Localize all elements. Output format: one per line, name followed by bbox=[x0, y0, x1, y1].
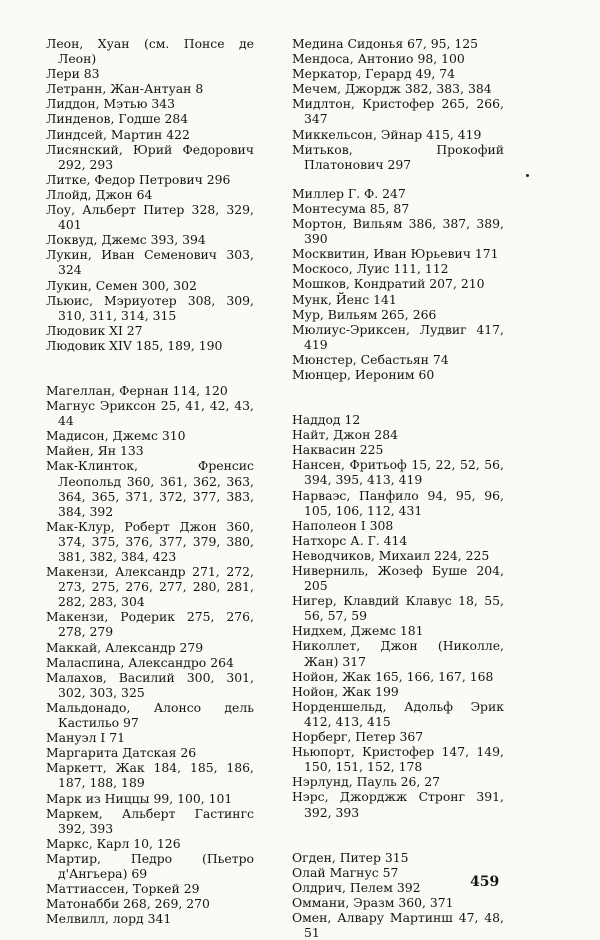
index-entry: Нидхем, Джемс 181 bbox=[292, 623, 424, 639]
index-column-right bbox=[292, 36, 504, 940]
index-entry: Лоу, Альберт Питер 328, 329, 401 bbox=[46, 202, 254, 233]
index-entry: Наквасин 225 bbox=[292, 442, 384, 458]
index-entry: Майен, Ян 133 bbox=[46, 443, 144, 459]
index-entry: Нарваэс, Панфило 94, 95, 96, 105, 106, 112, 431 bbox=[292, 487, 504, 518]
index-entry: Макензи, Родерик 275, 276, 278, 279 bbox=[46, 609, 254, 640]
index-entry: Людовик XIV 185, 189, 190 bbox=[46, 337, 223, 353]
index-entry: Летранн, Жан-Антуан 8 bbox=[46, 81, 204, 97]
index-entry: Наддод 12 bbox=[292, 412, 361, 428]
index-entry: Матонабби 268, 269, 270 bbox=[46, 896, 210, 912]
index-entry: Медина Сидонья 67, 95, 125 bbox=[292, 36, 479, 51]
index-entry: Натхорс А. Г. 414 bbox=[292, 532, 408, 548]
index-entry: Нэрлунд, Пауль 26, 27 bbox=[292, 774, 441, 790]
index-entry: Леон, Хуан (см. Понсе де Леон) bbox=[46, 36, 254, 67]
index-entry: Маркс, Карл 10, 126 bbox=[46, 835, 181, 851]
index-entry: Оммани, Эразм 360, 371 bbox=[292, 894, 454, 910]
index-entry: Ллойд, Джон 64 bbox=[46, 186, 153, 202]
index-entry: Миккельсон, Эйнар 415, 419 bbox=[292, 126, 482, 142]
index-entry: Омен, Алвару Мартинш 47, 48, 51 bbox=[292, 909, 504, 940]
index-entry: Мендоса, Антонио 98, 100 bbox=[292, 51, 465, 67]
index-entry: Литке, Федор Петрович 296 bbox=[46, 171, 231, 187]
index-entry: Маркетт, Жак 184, 185, 186, 187, 188, 189 bbox=[46, 760, 254, 791]
index-entry: Мечем, Джордж 382, 383, 384 bbox=[292, 81, 492, 97]
index-entry: Мануэл I 71 bbox=[46, 730, 125, 746]
index-entry: Ниверниль, Жозеф Буше 204, 205 bbox=[292, 563, 504, 594]
index-entry: Маккай, Александр 279 bbox=[46, 639, 204, 655]
index-entry: Мортон, Вильям 386, 387, 389, 390 bbox=[292, 216, 504, 247]
index-entry: Наполеон I 308 bbox=[292, 517, 394, 533]
index-entry: Малахов, Василий 300, 301, 302, 303, 325 bbox=[46, 669, 254, 700]
index-entry: Мошков, Кондратий 207, 210 bbox=[292, 276, 485, 292]
index-entry: Лери 83 bbox=[46, 66, 100, 82]
index-entry: Найт, Джон 284 bbox=[292, 427, 398, 443]
index-entry: Линденов, Годше 284 bbox=[46, 111, 189, 127]
index-entry: Марк из Ниццы 99, 100, 101 bbox=[46, 790, 233, 806]
index-entry: Мальдонадо, Алонсо дель Кастильо 97 bbox=[46, 699, 254, 731]
index-entry: Локвуд, Джемс 393, 394 bbox=[46, 232, 206, 248]
index-entry: Льюис, Мэриуотер 308, 309, 310, 311, 314, 315 bbox=[46, 292, 254, 323]
index-entry: Макензи, Александр 271, 272, 273, 275, 276, 277, 280, 281, 282, 283, 304 bbox=[46, 564, 254, 610]
index-entry: Мадисон, Джемс 310 bbox=[46, 428, 186, 444]
index-entry: Норберг, Петер 367 bbox=[292, 729, 424, 745]
index-entry: Норденшельд, Адольф Эрик 412, 413, 415 bbox=[292, 698, 504, 729]
index-entry: Лукин, Иван Семенович 303, 324 bbox=[46, 247, 254, 278]
index-entry: Мюнстер, Себастьян 74 bbox=[292, 351, 449, 367]
index-entry: Мелвилл, лорд 341 bbox=[46, 911, 172, 927]
index-entry: Лисянский, Юрий Федорович 292, 293 bbox=[46, 141, 254, 172]
index-entry: Мак-Клинток, Френсис Леопольд 360, 361, 362, 363, 364, 365, 371, 372, 377, 383, 384, 392 bbox=[46, 458, 254, 519]
index-entry: Ньюпорт, Кристофер 147, 149, 150, 151, 152, 178 bbox=[292, 744, 504, 775]
index-entry: Миллер Г. Ф. 247 bbox=[292, 185, 406, 201]
index-entry: Лукин, Семен 300, 302 bbox=[46, 277, 197, 293]
index-entry: Магеллан, Фернан 114, 120 bbox=[46, 382, 228, 398]
index-entry: Мак-Клур, Роберт Джон 360, 374, 375, 376, 377, 379, 380, 381, 382, 384, 423 bbox=[46, 518, 254, 564]
index-entry: Людовик XI 27 bbox=[46, 322, 143, 338]
index-entry: Магнус Эриксон 25, 41, 42, 43, 44 bbox=[46, 398, 254, 429]
index-entry: Мидлтон, Кристофер 265, 266, 347 bbox=[292, 96, 504, 127]
index-entry: Митьков, Прокофий Платонович 297 bbox=[292, 141, 504, 172]
index-entry: Маргарита Датская 26 bbox=[46, 745, 197, 761]
index-column-left bbox=[46, 36, 254, 926]
index-entry: Нигер, Клавдий Клавус 18, 55, 56, 57, 59 bbox=[292, 593, 504, 624]
index-entry: Нэрс, Джорджж Стронг 391, 392, 393 bbox=[292, 789, 504, 820]
index-entry: Олдрич, Пелем 392 bbox=[292, 879, 421, 895]
index-entry: Нойон, Жак 165, 166, 167, 168 bbox=[292, 668, 494, 684]
index-entry: Нойон, Жак 199 bbox=[292, 683, 399, 699]
index-entry: Монтесума 85, 87 bbox=[292, 200, 410, 216]
index-entry: Мунк, Йенс 141 bbox=[292, 291, 397, 307]
page-number: 459 bbox=[470, 874, 500, 890]
index-entry: Мартир, Педро (Пьетро д'Ангьера) 69 bbox=[46, 850, 254, 881]
index-entry: Мур, Вильям 265, 266 bbox=[292, 306, 437, 322]
index-entry: Маласпина, Александро 264 bbox=[46, 654, 234, 670]
index-entry: Маттиассен, Торкей 29 bbox=[46, 881, 200, 897]
index-entry: Линдсей, Мартин 422 bbox=[46, 126, 190, 142]
index-entry: Нансен, Фритьоф 15, 22, 52, 56, 394, 395, 413, 419 bbox=[292, 457, 504, 488]
index-entry: Огден, Питер 315 bbox=[292, 849, 409, 865]
index-entry: Лиддон, Мэтью 343 bbox=[46, 96, 176, 112]
index-entry: Мюнцер, Иероним 60 bbox=[292, 366, 435, 382]
index-entry: Неводчиков, Михаил 224, 225 bbox=[292, 547, 490, 563]
index-entry: Николлет, Джон (Николле, Жан) 317 bbox=[292, 638, 504, 669]
index-entry: Маркем, Альберт Гастингс 392, 393 bbox=[46, 805, 254, 836]
index-entry: Олай Магнус 57 bbox=[292, 864, 399, 880]
index-entry: Мюлиус-Эриксен, Лудвиг 417, 419 bbox=[292, 321, 504, 352]
index-entry: Москвитин, Иван Юрьевич 171 bbox=[292, 246, 499, 262]
print-speck bbox=[526, 174, 529, 177]
index-entry: Меркатор, Герард 49, 74 bbox=[292, 66, 455, 82]
index-entry: Москосо, Луис 111, 112 bbox=[292, 261, 449, 277]
